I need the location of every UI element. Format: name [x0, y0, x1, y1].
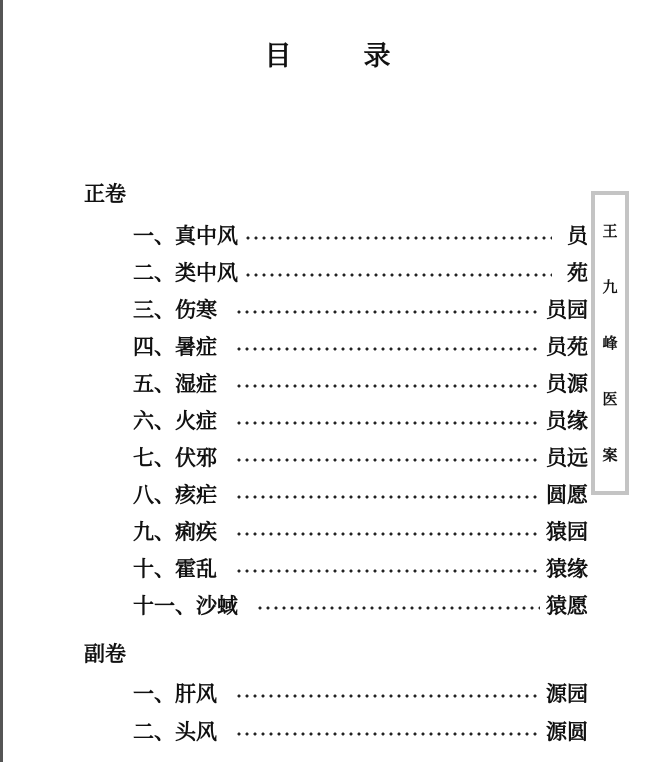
toc-entry-label: 五、湿症 [133, 372, 217, 396]
side-tab-char: 峰 [602, 333, 618, 352]
dot-leader [235, 694, 540, 698]
toc-entry[interactable] [133, 257, 588, 287]
toc-entry[interactable] [133, 479, 588, 509]
toc-entry[interactable] [133, 678, 588, 708]
toc-entry-label: 一、真中风 [133, 224, 238, 248]
toc-entry-page: 员源 [546, 372, 588, 396]
toc-entry-label: 十、霍乱 [133, 557, 217, 581]
side-tab-char: 医 [602, 389, 618, 408]
toc-entry-label: 八、痎疟 [133, 483, 217, 507]
toc-entry-page: 猿缘 [546, 557, 588, 581]
toc-entry-label: 二、头风 [133, 720, 217, 744]
toc-entry-label: 三、伤寒 [133, 298, 217, 322]
toc-entry[interactable] [133, 405, 588, 435]
dot-leader [235, 732, 540, 736]
toc-entry[interactable] [133, 220, 588, 250]
side-tab-char: 王 [602, 221, 618, 240]
dot-leader [235, 310, 540, 314]
toc-entry[interactable] [133, 331, 588, 361]
toc-entry-page: 员苑 [546, 335, 588, 359]
dot-leader [235, 458, 540, 462]
toc-entry-label: 七、伏邪 [133, 446, 217, 470]
dot-leader [244, 236, 552, 240]
section-heading-main: 正卷 [84, 182, 126, 206]
toc-entry-label: 四、暑症 [133, 335, 217, 359]
dot-leader [256, 606, 540, 610]
dot-leader [235, 569, 540, 573]
toc-entry-label: 二、类中风 [133, 261, 238, 285]
toc-entry-page: 圆愿 [546, 483, 588, 507]
toc-entry-page: 员 [567, 224, 588, 248]
toc-entry[interactable] [133, 368, 588, 398]
title-char-1: 目 [264, 41, 294, 72]
toc-entry[interactable] [133, 590, 588, 620]
toc-entry-page: 员远 [546, 446, 588, 470]
dot-leader [235, 347, 540, 351]
side-tab-char: 九 [602, 277, 618, 296]
book-title-side-tab [591, 191, 629, 495]
toc-entry-page: 员园 [546, 298, 588, 322]
toc-entry-label: 六、火症 [133, 409, 217, 433]
toc-entry-label: 十一、沙蜮 [133, 594, 238, 618]
dot-leader [235, 495, 540, 499]
toc-entry-page: 苑 [567, 261, 588, 285]
toc-entry[interactable] [133, 716, 588, 746]
toc-entry[interactable] [133, 553, 588, 583]
toc-entry[interactable] [133, 294, 588, 324]
title-char-2: 录 [363, 41, 393, 72]
toc-entry-page: 猿愿 [546, 594, 588, 618]
dot-leader [235, 384, 540, 388]
dot-leader [235, 421, 540, 425]
toc-entry[interactable] [133, 442, 588, 472]
page-title [0, 34, 657, 73]
dot-leader [235, 532, 540, 536]
section-heading-supplementary: 副卷 [84, 642, 126, 666]
toc-entry-label: 九、痢疾 [133, 520, 217, 544]
side-tab-char: 案 [602, 445, 618, 464]
toc-entry-page: 源园 [546, 682, 588, 706]
toc-entry-page: 猿园 [546, 520, 588, 544]
toc-entry-label: 一、肝风 [133, 682, 217, 706]
toc-entry[interactable] [133, 516, 588, 546]
toc-entry-page: 源圆 [546, 720, 588, 744]
left-page-rule [0, 0, 3, 762]
dot-leader [244, 273, 552, 277]
toc-entry-page: 员缘 [546, 409, 588, 433]
